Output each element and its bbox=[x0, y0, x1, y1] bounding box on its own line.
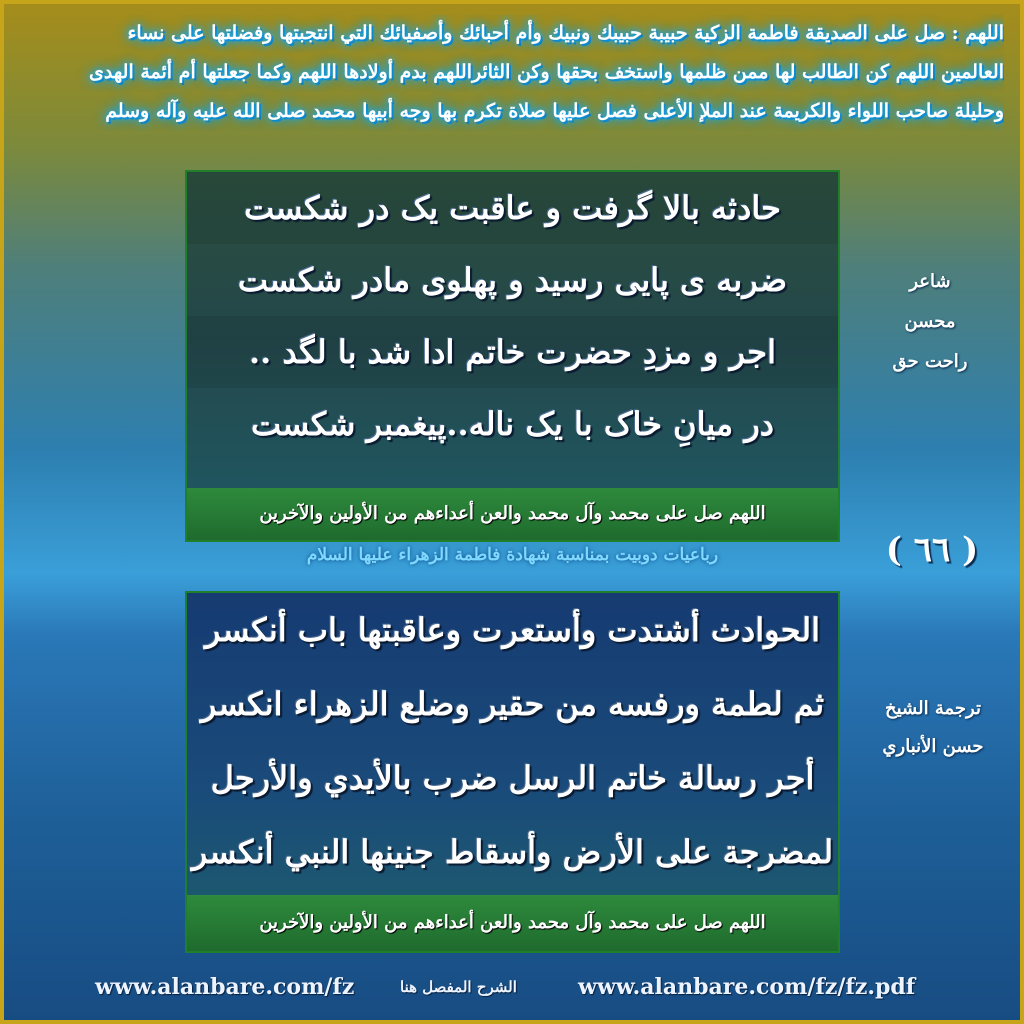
arabic-verse-line-2: ثم لطمة ورفسه من حقير وضلع الزهراء انكسر bbox=[200, 685, 825, 723]
poet-first-name: محسن bbox=[904, 311, 956, 332]
persian-verse-line-1: حادثه بالا گرفت و عاقبت یک در شکست bbox=[187, 172, 838, 244]
footer bbox=[0, 966, 1024, 1006]
header-line-3: وحليلة صاحب اللواء والكريمة عند الملإ الأعلى فصل عليها صلاة تكرم بها وجه أبيها محمد صلى الله عليه وآله وسلم bbox=[105, 100, 1004, 122]
poet-last-name: راحت حق bbox=[892, 351, 968, 372]
header-line-1: اللهم : صل على الصديقة فاطمة الزكية حبيبة حبيبك ونبيك وأم أحبائك وأصفيائك التي انتجبتها وفضلتها على نساء bbox=[127, 22, 1004, 44]
persian-verse-line-3: اجر و مزدِ حضرت خاتم ادا شد با لگد .. bbox=[187, 316, 838, 388]
arabic-verse-line-1: الحوادث أشتدت وأستعرت وعاقبتها باب أنكسر bbox=[205, 611, 820, 649]
poet-label: شاعر bbox=[909, 271, 951, 292]
footer-url-short[interactable]: www.alanbare.com/fz bbox=[95, 974, 355, 1000]
poem-number: ( ٦٦ ) bbox=[885, 530, 979, 570]
persian-verse-panel bbox=[185, 170, 840, 542]
header-line-2: العالمين اللهم كن الطالب لها ممن ظلمها واستخف بحقها وكن الثائراللهم بدم أولادها اللهم وكما جعلتها أم أئمة الهدى bbox=[89, 61, 1004, 83]
arabic-verse-panel bbox=[185, 591, 840, 953]
arabic-blessing: اللهم صل على محمد وآل محمد والعن أعداءهم من الأولين والآخرين bbox=[187, 895, 838, 951]
translator-name: حسن الأنباري bbox=[882, 736, 984, 757]
footer-url-pdf[interactable]: www.alanbare.com/fz/fz.pdf bbox=[578, 974, 916, 1000]
subtitle: رباعيات دوبيت بمناسبة شهادة فاطمة الزهراء عليها السلام bbox=[306, 545, 719, 565]
arabic-verse-line-3: أجر رسالة خاتم الرسل ضرب بالأيدي والأرجل bbox=[210, 759, 815, 797]
translator-credit bbox=[858, 690, 1008, 766]
persian-blessing: اللهم صل على محمد وآل محمد والعن أعداءهم من الأولين والآخرين bbox=[187, 488, 838, 540]
persian-verse-line-2: ضربه ی پایی رسید و پهلوی مادر شکست bbox=[237, 261, 788, 299]
footer-link-label: الشرح المفصل هنا bbox=[400, 978, 517, 996]
persian-verse-line-4: در میانِ خاک با یک ناله..پیغمبر شکست bbox=[250, 405, 775, 443]
header-supplication bbox=[10, 10, 1014, 150]
translator-label: ترجمة الشيخ bbox=[885, 698, 981, 719]
poet-credit bbox=[865, 262, 995, 382]
arabic-verse-line-4: لمضرجة على الأرض وأسقاط جنينها النبي أنكسر bbox=[191, 833, 834, 871]
